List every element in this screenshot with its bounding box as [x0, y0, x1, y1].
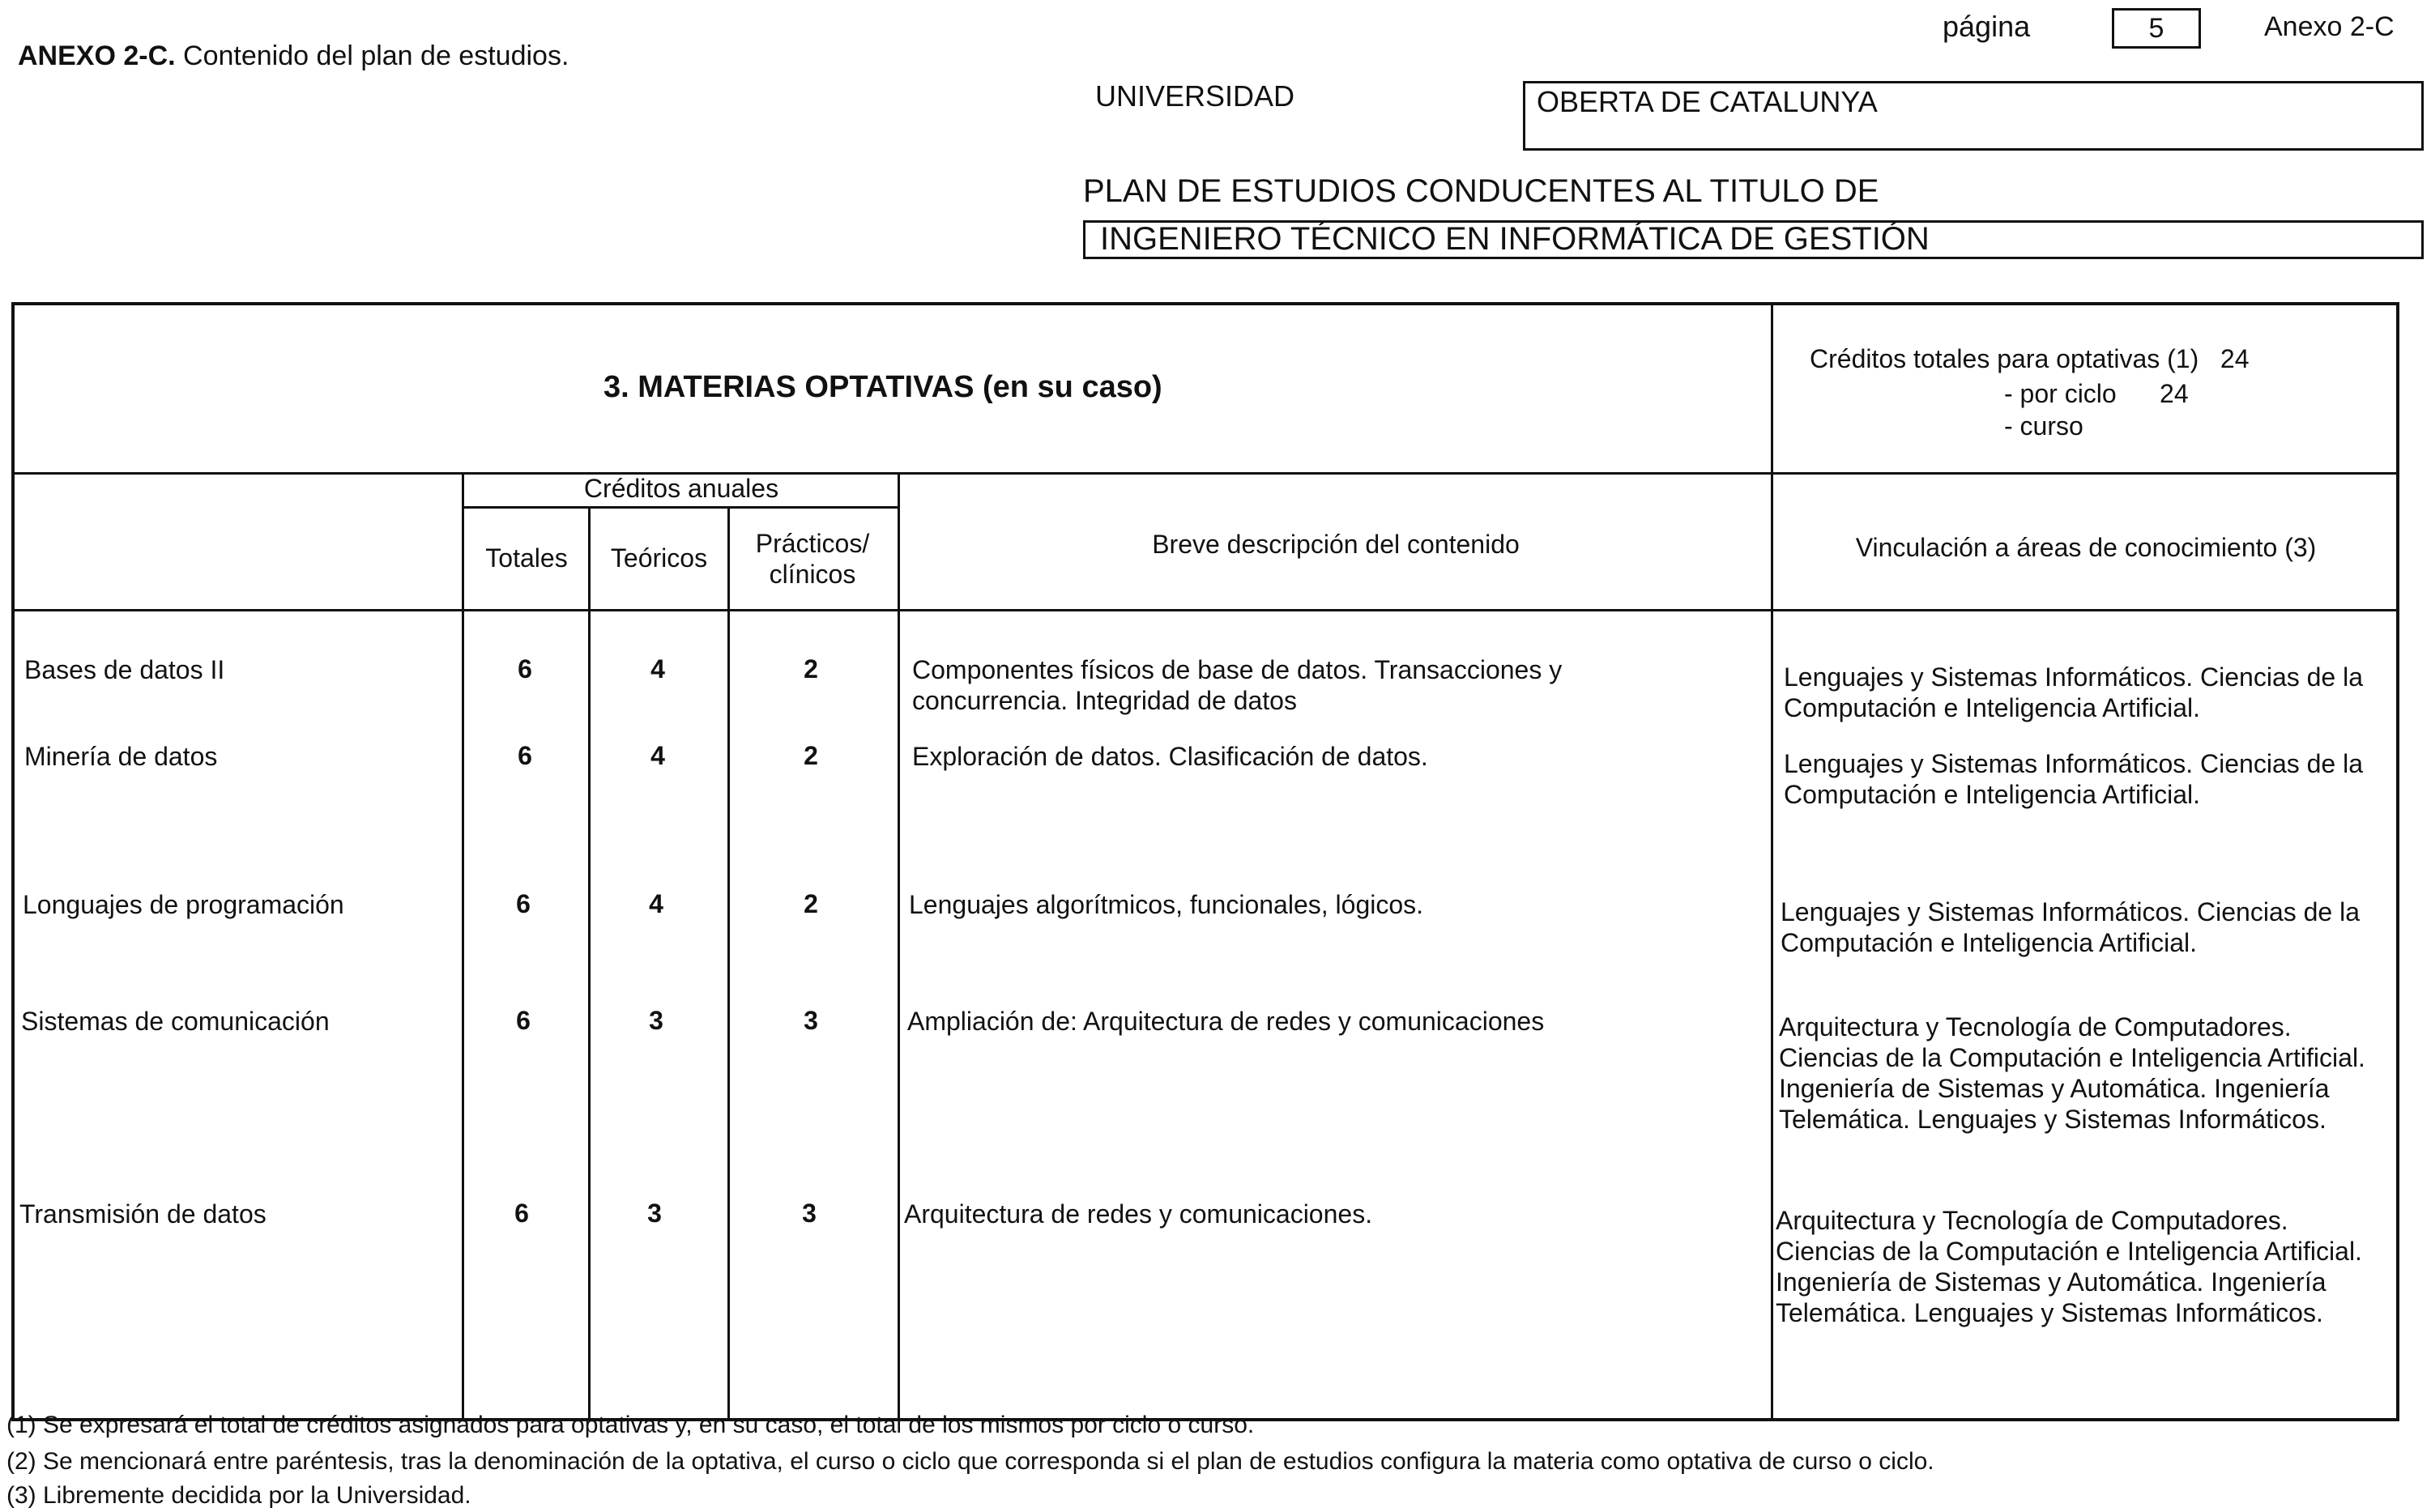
- row-descripcion: Componentes físicos de base de datos. Transacciones y concurrencia. Integridad de datos: [912, 655, 1563, 715]
- footnote: (1) Se expresará el total de créditos asignados para optativas y, en su caso, el total de los mismos por ciclo o curso.: [6, 1412, 1255, 1438]
- table-divider: [727, 506, 730, 1421]
- pagina-number: 5: [2112, 8, 2201, 49]
- pagina-label: página: [1943, 10, 2031, 43]
- row-teoricos: 4: [650, 741, 665, 770]
- table-row-name: Transmisión de datos: [19, 1199, 267, 1229]
- table-divider: [11, 472, 2399, 475]
- anexo-reference: Anexo 2-C: [2264, 11, 2395, 42]
- row-areas: Arquitectura y Tecnología de Computadores. Ciencias de la Computación e Inteligencia Artificial. Ingeniería de Sistemas y Automática. Ingeniería Telemática. Lenguajes y Sistemas Informáticos.: [1776, 1206, 2362, 1327]
- row-areas: Lenguajes y Sistemas Informáticos. Ciencias de la Computación e Inteligencia Artificial.: [1781, 897, 2361, 957]
- anexo-title: ANEXO 2-C. Contenido del plan de estudios.: [18, 40, 569, 71]
- table-divider: [462, 472, 464, 1421]
- col-header-creditos-anuales: Créditos anuales: [583, 474, 779, 503]
- row-practicos: 3: [804, 1006, 818, 1035]
- row-teoricos: 3: [647, 1199, 662, 1228]
- row-totales: 6: [516, 889, 531, 918]
- footnote: (2) Se mencionará entre paréntesis, tras la denominación de la optativa, el curso o ciclo que corresponda si el plan de estudios configura la materia como optativa de curso o ciclo.: [6, 1448, 1934, 1475]
- table-divider: [1771, 302, 1773, 1421]
- table-divider: [898, 472, 900, 1421]
- row-totales: 6: [516, 1006, 531, 1035]
- row-descripcion: Ampliación de: Arquitectura de redes y comunicaciones: [907, 1007, 1545, 1036]
- credits-ciclo: - por ciclo 24: [2004, 379, 2189, 408]
- row-descripcion: Lenguajes algorítmicos, funcionales, lógicos.: [909, 890, 1424, 919]
- row-descripcion: Exploración de datos. Clasificación de datos.: [912, 742, 1428, 771]
- row-practicos: 2: [804, 654, 818, 684]
- credits-total: Créditos totales para optativas (1) 24: [1810, 344, 2250, 373]
- row-teoricos: 3: [649, 1006, 663, 1035]
- row-practicos: 2: [804, 741, 818, 770]
- row-practicos: 3: [802, 1199, 817, 1228]
- table-row-name: Minería de datos: [24, 742, 218, 771]
- credits-curso: - curso: [2004, 411, 2083, 441]
- plan-label: PLAN DE ESTUDIOS CONDUCENTES AL TITULO DE: [1083, 173, 1879, 209]
- table-row-name: Sistemas de comunicación: [21, 1007, 330, 1036]
- row-teoricos: 4: [650, 654, 665, 684]
- table-divider: [11, 609, 2399, 611]
- col-header-descripcion: Breve descripción del contenido: [1152, 530, 1520, 559]
- universidad-label: UNIVERSIDAD: [1095, 79, 1295, 113]
- row-areas: Lenguajes y Sistemas Informáticos. Ciencias de la Computación e Inteligencia Artificial.: [1784, 662, 2364, 722]
- universidad-field: OBERTA DE CATALUNYA: [1523, 81, 2424, 151]
- table-row-name: Longuajes de programación: [23, 890, 344, 919]
- row-descripcion: Arquitectura de redes y comunicaciones.: [904, 1199, 1373, 1229]
- col-header-teoricos: Teóricos: [610, 543, 708, 573]
- row-areas: Lenguajes y Sistemas Informáticos. Ciencias de la Computación e Inteligencia Artificial.: [1784, 749, 2364, 809]
- table-row-name: Bases de datos II: [24, 655, 225, 684]
- row-totales: 6: [518, 654, 532, 684]
- table-divider: [462, 506, 899, 509]
- titulo-field: INGENIERO TÉCNICO EN INFORMÁTICA DE GESTIÓN: [1083, 220, 2424, 259]
- col-header-vinculacion: Vinculación a áreas de conocimiento (3): [1855, 533, 2317, 562]
- col-header-practicos: Prácticos/ clínicos: [755, 529, 870, 589]
- row-totales: 6: [518, 741, 532, 770]
- row-totales: 6: [514, 1199, 529, 1228]
- table-divider: [588, 506, 591, 1421]
- row-teoricos: 4: [649, 889, 663, 918]
- section-title: 3. MATERIAS OPTATIVAS (en su caso): [603, 370, 1162, 404]
- footnote: (3) Libremente decidida por la Universidad.: [6, 1482, 471, 1509]
- row-practicos: 2: [804, 889, 818, 918]
- col-header-totales: Totales: [485, 543, 568, 573]
- row-areas: Arquitectura y Tecnología de Computadores. Ciencias de la Computación e Inteligencia Artificial. Ingeniería de Sistemas y Automática. Ingeniería Telemática. Lenguajes y Sistemas Informáticos.: [1779, 1012, 2365, 1134]
